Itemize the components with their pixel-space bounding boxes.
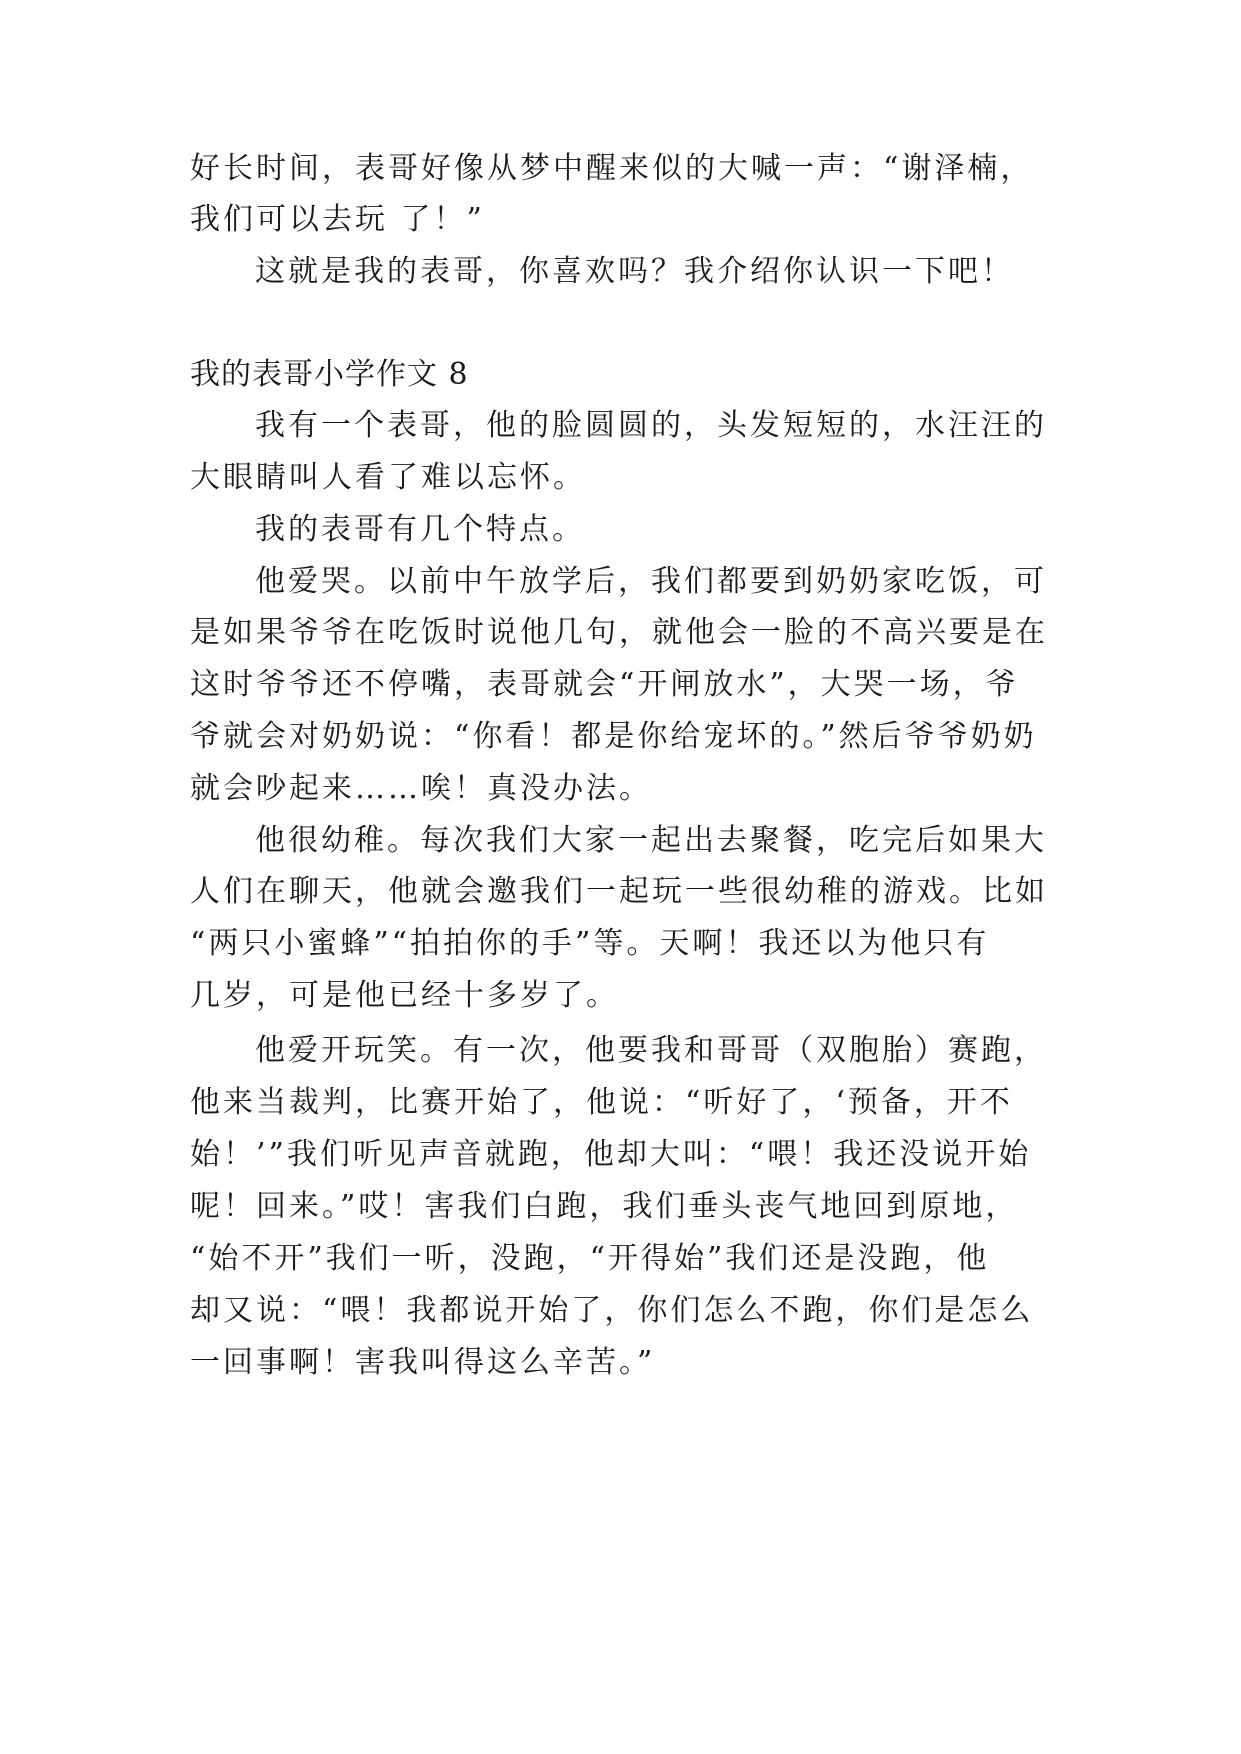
text-line: 却又说：“喂！我都说开始了，你们怎么不跑，你们是怎么 <box>190 1293 1034 1328</box>
text-line: 好长时间，表哥好像从梦中醒来似的大喊一声：“谢泽楠， <box>190 151 1034 186</box>
text-line: 他来当裁判，比赛开始了，他说：“听好了，‘预备，开不 <box>190 1085 1013 1120</box>
text-line: 大眼睛叫人看了难以忘怀。 <box>190 460 586 495</box>
text-line: 他爱哭。以前中午放学后，我们都要到奶奶家吃饭，可 <box>255 564 1047 599</box>
text-line: 我有一个表哥，他的脸圆圆的，头发短短的，水汪汪的 <box>255 408 1047 443</box>
text-line: 几岁，可是他已经十多岁了。 <box>190 978 619 1013</box>
text-line: 我们可以去玩 了！” <box>190 202 485 237</box>
text-line: 爷就会对奶奶说：“你看！都是你给宠坏的。”然后爷爷奶奶 <box>190 719 1037 754</box>
text-line: 就会吵起来……唉！真没办法。 <box>190 771 652 806</box>
text-line: 呢！回来。”哎！害我们白跑，我们垂头丧气地回到原地， <box>190 1189 1019 1224</box>
section-title: 我的表哥小学作文 8 <box>190 357 469 392</box>
text-line: 这就是我的表哥，你喜欢吗？我介绍你认识一下吧！ <box>255 254 1014 289</box>
text-line: 一回事啊！害我叫得这么辛苦。” <box>190 1345 656 1380</box>
text-line: 人们在聊天，他就会邀我们一起玩一些很幼稚的游戏。比如 <box>190 874 1048 909</box>
text-line: 他很幼稚。每次我们大家一起出去聚餐，吃完后如果大 <box>255 823 1047 858</box>
text-line: 始！’”我们听见声音就跑，他却大叫：“喂！我还没说开始 <box>190 1137 1032 1172</box>
text-line: 这时爷爷还不停嘴，表哥就会“开闸放水”，大哭一场，爷 <box>190 667 1019 702</box>
text-line: 是如果爷爷在吃饭时说他几句，就他会一脸的不高兴要是在 <box>190 615 1048 650</box>
text-line: 我的表哥有几个特点。 <box>255 512 585 547</box>
text-line: “两只小蜜蜂”“拍拍你的手”等。天啊！我还以为他只有 <box>190 926 990 961</box>
text-line: “始不开”我们一听，没跑，“开得始”我们还是没跑，他 <box>190 1241 990 1276</box>
text-line: 他爱开玩笑。有一次，他要我和哥哥（双胞胎）赛跑， <box>255 1033 1047 1068</box>
